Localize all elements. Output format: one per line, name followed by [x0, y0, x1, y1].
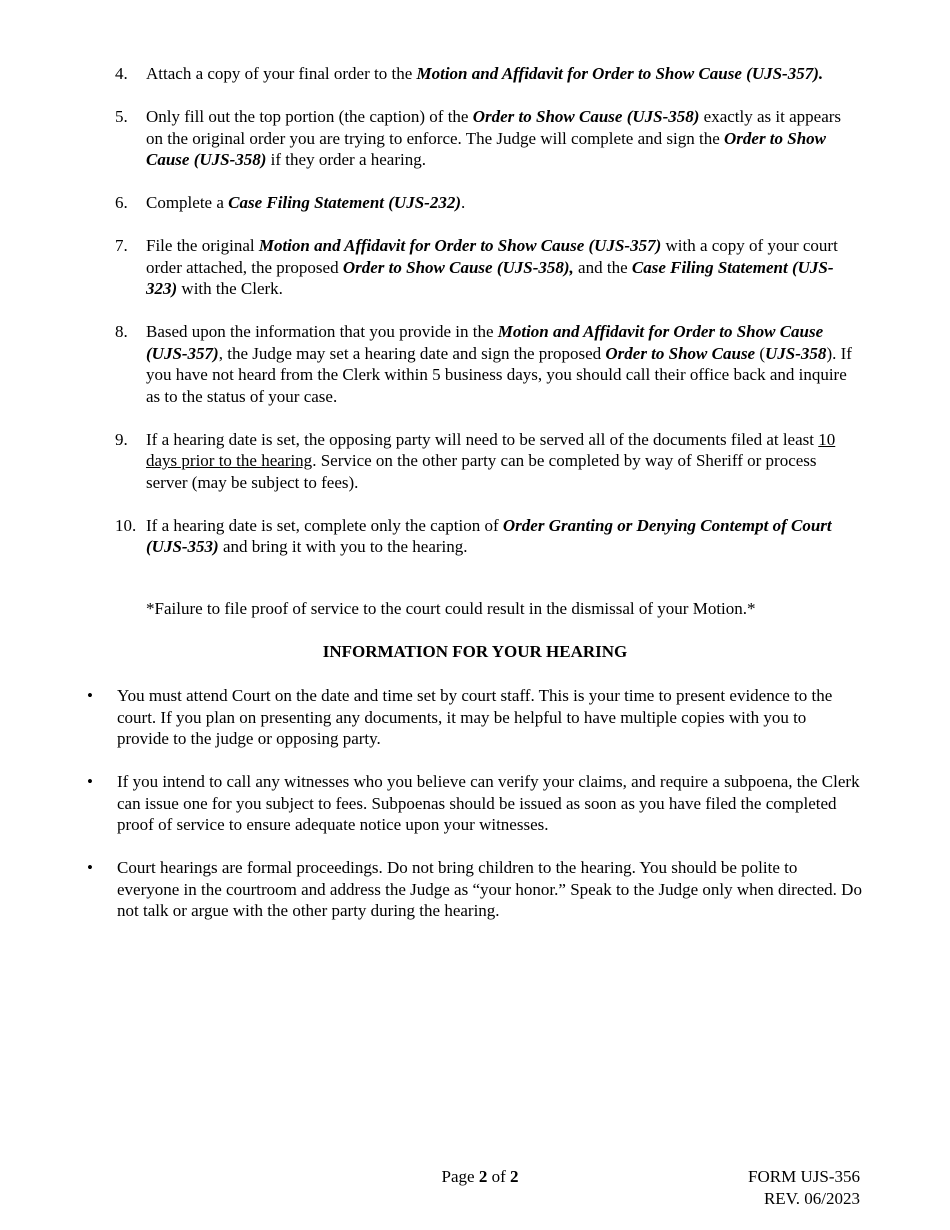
bullet-item: [82, 685, 862, 750]
text-run: (: [755, 343, 766, 363]
item-text: [146, 429, 860, 494]
text-run: ). If you have not heard from the Clerk within 5 business days, you should call their office back and inquire as to the status of your case.: [146, 343, 852, 406]
text-run: . Service on the other party can be completed by way of Sheriff or process server (may be subject to fees).: [146, 451, 817, 492]
bullet-item: [82, 857, 862, 922]
form-number: FORM UJS-356: [748, 1167, 860, 1186]
bullet-text: Court hearings are formal proceedings. Do not bring children to the hearing. You should be polite to everyone in the courtroom and address the Judge as “your honor.” Speak to the Judge only when directed. Do not talk or argue with the other party during the hearing.: [117, 858, 862, 920]
item-number: 8.: [115, 322, 128, 341]
item-text: [146, 321, 860, 407]
text-run: if they order a hearing.: [266, 150, 426, 169]
item-text: [146, 235, 860, 300]
list-item: [110, 235, 860, 300]
list-item: [110, 429, 860, 494]
text-run: If a hearing date is set, the opposing party will need to be served all of the documents filed at least: [146, 429, 819, 449]
text-run: Complete a: [146, 193, 229, 212]
text-run: , the Judge may set a hearing date and sign the proposed: [218, 343, 606, 363]
form-title-reference: Order to Show Cause (UJS-358): [472, 107, 700, 126]
item-text: [146, 106, 860, 171]
form-revision: REV. 06/2023: [763, 1188, 860, 1208]
form-title-reference: Motion and Affidavit for Order to Show Cause (UJS-357): [146, 322, 824, 363]
service-warning-note: *Failure to file proof of service to the court could result in the dismissal of your Motion.*: [146, 599, 756, 618]
bullet-icon: •: [87, 686, 93, 705]
text-run: .: [460, 193, 466, 212]
form-title-reference: Case Filing Statement (UJS-232): [228, 193, 461, 212]
item-number: 5.: [115, 107, 128, 126]
text-run: with a copy of your court order attached, the proposed: [146, 236, 838, 277]
form-title-reference: Order to Show Cause (UJS-358): [146, 128, 827, 169]
text-run: File the original: [146, 236, 259, 255]
bullet-item: [82, 771, 862, 836]
text-run: with the Clerk.: [177, 279, 283, 298]
form-title-reference: Case Filing Statement (UJS-323): [146, 257, 834, 298]
item-text: [146, 63, 860, 85]
instructions-list: [110, 63, 860, 579]
list-item: [110, 321, 860, 407]
item-number: 10.: [115, 515, 137, 535]
item-text: [146, 192, 860, 214]
text-run: Attach a copy of your final order to the: [146, 64, 417, 83]
form-title-reference: Order to Show Cause: [605, 343, 756, 363]
page-current: 2: [478, 1167, 488, 1186]
list-item: [110, 106, 860, 171]
section-heading: INFORMATION FOR YOUR HEARING: [322, 642, 628, 661]
item-number: 7.: [115, 236, 128, 255]
item-number: 9.: [115, 429, 128, 449]
form-title-reference: Order to Show Cause (UJS-358),: [342, 257, 574, 277]
item-number: 6.: [115, 193, 128, 212]
form-id: [748, 1166, 860, 1209]
text-run: If a hearing date is set, complete only the caption of: [146, 515, 503, 535]
page-of: of: [487, 1167, 510, 1186]
hearing-info-list: [82, 685, 862, 943]
bullet-icon: •: [87, 858, 93, 877]
text-run: Only fill out the top portion (the caption) of the: [146, 107, 473, 126]
page-total: 2: [509, 1167, 519, 1186]
bullet-text: You must attend Court on the date and time set by court staff. This is your time to present evidence to the court. If you plan on presenting any documents, it may be helpful to have multiple copies with you to provide to the judge or opposing party.: [117, 686, 833, 748]
list-item: [110, 192, 860, 214]
text-run: and the: [573, 257, 632, 277]
bullet-text: If you intend to call any witnesses who you believe can verify your claims, and require a subpoena, the Clerk can issue one for you subject to fees. Subpoenas should be issued as soon as you have filed the completed proof of service to ensure adequate notice upon your witnesses.: [117, 772, 860, 834]
text-run: and bring it with you to the hearing.: [218, 537, 468, 556]
form-title-reference: UJS-358: [765, 343, 827, 363]
form-title-reference: Motion and Affidavit for Order to Show Cause (UJS-357): [258, 236, 662, 255]
form-title-reference: Order Granting or Denying Contempt of Court (UJS-353): [146, 515, 832, 556]
bullet-icon: •: [87, 772, 93, 791]
list-item: [110, 63, 860, 85]
underlined-text: 10 days prior to the hearing: [146, 429, 836, 470]
text-run: exactly as it appears on the original order you are trying to enforce. The Judge will complete and sign the: [146, 107, 842, 148]
list-item: [110, 515, 860, 558]
form-title-reference: Motion and Affidavit for Order to Show Cause (UJS-357).: [416, 64, 824, 83]
item-number: 4.: [115, 64, 128, 83]
page-prefix: Page: [441, 1167, 479, 1186]
item-text: [146, 515, 860, 558]
text-run: Based upon the information that you provide in the: [146, 322, 498, 341]
